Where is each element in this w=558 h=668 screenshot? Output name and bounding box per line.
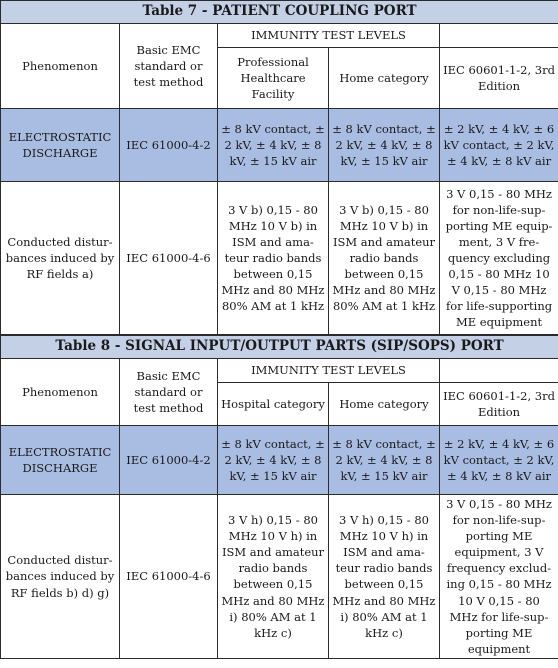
- header-phenomenon: Phenomenon: [1, 24, 120, 109]
- cell-standard: IEC 61000-4-2: [120, 109, 218, 182]
- header-empty-cell: [440, 359, 558, 383]
- cell-col2: 3 V b) 0,15 - 80 MHz 10 V b) in ISM and amateur radio bands between 0,15 MHz and 80 MHz 80% AM at 1 kHz: [329, 182, 440, 335]
- cell-phenomenon: ELECTROSTATIC DISCHARGE: [1, 109, 120, 182]
- header-col1: Professional Healthcare Facility: [218, 48, 329, 109]
- header-col2: Home category: [329, 383, 440, 426]
- cell-col2: 3 V h) 0,15 - 80 MHz 10 V h) in ISM and ama-teur radio bands between 0,15 MHz and 80 MHz i) 80% AM at 1 kHz c): [329, 495, 440, 659]
- table-row-esd: [1, 426, 558, 495]
- header-immunity-levels: IMMUNITY TEST LEVELS: [218, 24, 440, 48]
- cell-col2: ± 8 kV contact, ± 2 kV, ± 4 kV, ± 8 kV, ± 15 kV air: [329, 109, 440, 182]
- cell-col1: ± 8 kV contact, ± 2 kV, ± 4 kV, ± 8 kV, ± 15 kV air: [218, 426, 329, 495]
- table-row-conducted: [1, 495, 558, 659]
- table-8: [0, 335, 558, 659]
- cell-phenomenon: ELECTROSTATIC DISCHARGE: [1, 426, 120, 495]
- header-col3: IEC 60601-1-2, 3rd Edition: [440, 48, 558, 109]
- header-immunity-levels: IMMUNITY TEST LEVELS: [218, 359, 440, 383]
- header-empty-cell: [440, 24, 558, 48]
- cell-col2: ± 8 kV contact, ± 2 kV, ± 4 kV, ± 8 kV, ± 15 kV air: [329, 426, 440, 495]
- cell-standard: IEC 61000-4-6: [120, 495, 218, 659]
- header-phenomenon: Phenomenon: [1, 359, 120, 426]
- cell-col3: ± 2 kV, ± 4 kV, ± 6 kV contact, ± 2 kV, ± 4 kV, ± 8 kV air: [440, 109, 558, 182]
- cell-col1: ± 8 kV contact, ± 2 kV, ± 4 kV, ± 8 kV, ± 15 kV air: [218, 109, 329, 182]
- cell-phenomenon: Conducted distur-bances induced by RF fields b) d) g): [1, 495, 120, 659]
- table-title: Table 7 - PATIENT COUPLING PORT: [1, 1, 558, 24]
- table-title: Table 8 - SIGNAL INPUT/OUTPUT PARTS (SIP/SOPS) PORT: [1, 336, 558, 359]
- table-row-esd: [1, 109, 558, 182]
- cell-col3: 3 V 0,15 - 80 MHz for non-life-sup-porting ME equip-ment, 3 V fre-quency excluding 0,15 - 80 MHz 10 V 0,15 - 80 MHz for life-supporting ME equipment: [440, 182, 558, 335]
- table-row-conducted: [1, 182, 558, 335]
- header-standard: Basic EMC standard or test method: [120, 359, 218, 426]
- cell-phenomenon: Conducted distur-bances induced by RF fields a): [1, 182, 120, 335]
- cell-col3: 3 V 0,15 - 80 MHz for non-life-sup-porting ME equipment, 3 V frequency exclud-ing 0,15 - 80 MHz 10 V 0,15 - 80 MHz for life-sup-porting ME equipment: [440, 495, 558, 659]
- cell-col1: 3 V b) 0,15 - 80 MHz 10 V b) in ISM and ama-teur radio bands between 0,15 MHz and 80 MHz 80% AM at 1 kHz: [218, 182, 329, 335]
- cell-col3: ± 2 kV, ± 4 kV, ± 6 kV contact, ± 2 kV, ± 4 kV, ± 8 kV air: [440, 426, 558, 495]
- cell-standard: IEC 61000-4-6: [120, 182, 218, 335]
- cell-standard: IEC 61000-4-2: [120, 426, 218, 495]
- cell-col1: 3 V h) 0,15 - 80 MHz 10 V h) in ISM and amateur radio bands between 0,15 MHz and 80 MHz i) 80% AM at 1 kHz c): [218, 495, 329, 659]
- header-standard: Basic EMC standard or test method: [120, 24, 218, 109]
- header-col1: Hospital category: [218, 383, 329, 426]
- header-col2: Home category: [329, 48, 440, 109]
- header-col3: IEC 60601-1-2, 3rd Edition: [440, 383, 558, 426]
